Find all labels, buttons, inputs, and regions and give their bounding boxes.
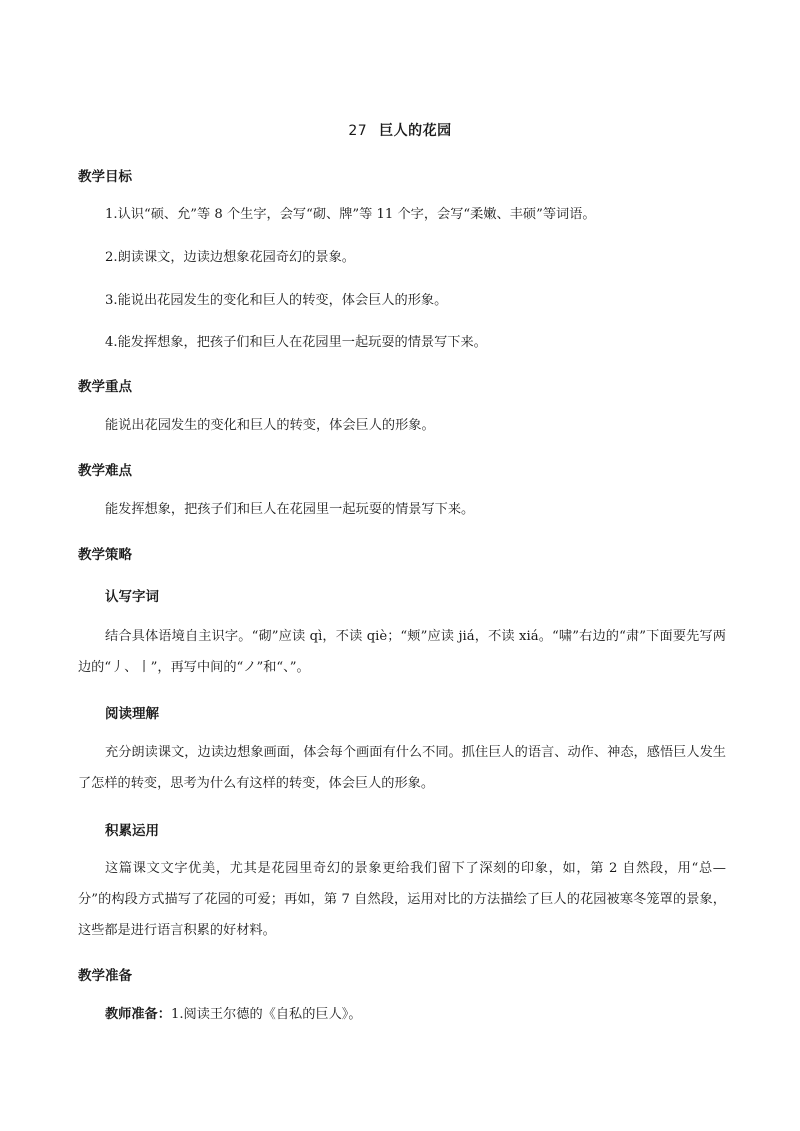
words-text: 结合具体语境自主识字。“砌”应读 qì，不读 qiè；“颊”应读 jiá，不读 xiá。“啸”右边的“肃”下面要先写两边的“丿、丨”，再写中间的“ノ”和“、”。 (78, 629, 726, 675)
teacher-prep (78, 999, 726, 1030)
key-points-heading: 教学重点 (78, 379, 132, 395)
teacher-prep-label: 教师准备： (105, 1007, 171, 1022)
lesson-title: 巨人的花园 (379, 123, 452, 139)
accumulation-heading: 积累运用 (105, 823, 159, 839)
page-title (0, 120, 800, 140)
key-points-text: 能说出花园发生的变化和巨人的转变，体会巨人的形象。 (105, 418, 435, 433)
goal-item-4: 4.能发挥想象，把孩子们和巨人在花园里一起玩耍的情景写下来。 (105, 335, 487, 350)
goal-item-3: 3.能说出花园发生的变化和巨人的转变，体会巨人的形象。 (105, 293, 448, 308)
difficulty-heading: 教学难点 (78, 463, 132, 479)
strategy-heading: 教学策略 (78, 547, 132, 563)
difficulty-text: 能发挥想象，把孩子们和巨人在花园里一起玩耍的情景写下来。 (105, 502, 475, 517)
teacher-prep-text: 1.阅读王尔德的《自私的巨人》。 (170, 1007, 362, 1022)
goals-heading: 教学目标 (78, 169, 132, 185)
reading-heading: 阅读理解 (105, 706, 159, 722)
words-heading: 认写字词 (105, 589, 159, 605)
lesson-number: 27 (348, 123, 368, 139)
goal-item-1: 1.认识“硕、允”等 8 个生字，会写“砌、牌”等 11 个字，会写“柔嫩、丰硕”等词语。 (105, 207, 596, 222)
reading-text: 充分朗读课文，边读边想象画面，体会每个画面有什么不同。抓住巨人的语言、动作、神态，感悟巨人发生了怎样的转变，思考为什么有这样的转变，体会巨人的形象。 (78, 745, 726, 791)
preparation-heading: 教学准备 (78, 968, 132, 984)
accumulation-text: 这篇课文文字优美，尤其是花园里奇幻的景象更给我们留下了深刻的印象，如，第 2 自然段，用“总—分”的构段方式描写了花园的可爱；再如，第 7 自然段，运用对比的方法描绘了巨人的花园被寒冬笼罩的景象，这些都是进行语言积累的好材料。 (78, 861, 726, 938)
goal-item-2: 2.朗读课文，边读边想象花园奇幻的景象。 (105, 250, 355, 265)
